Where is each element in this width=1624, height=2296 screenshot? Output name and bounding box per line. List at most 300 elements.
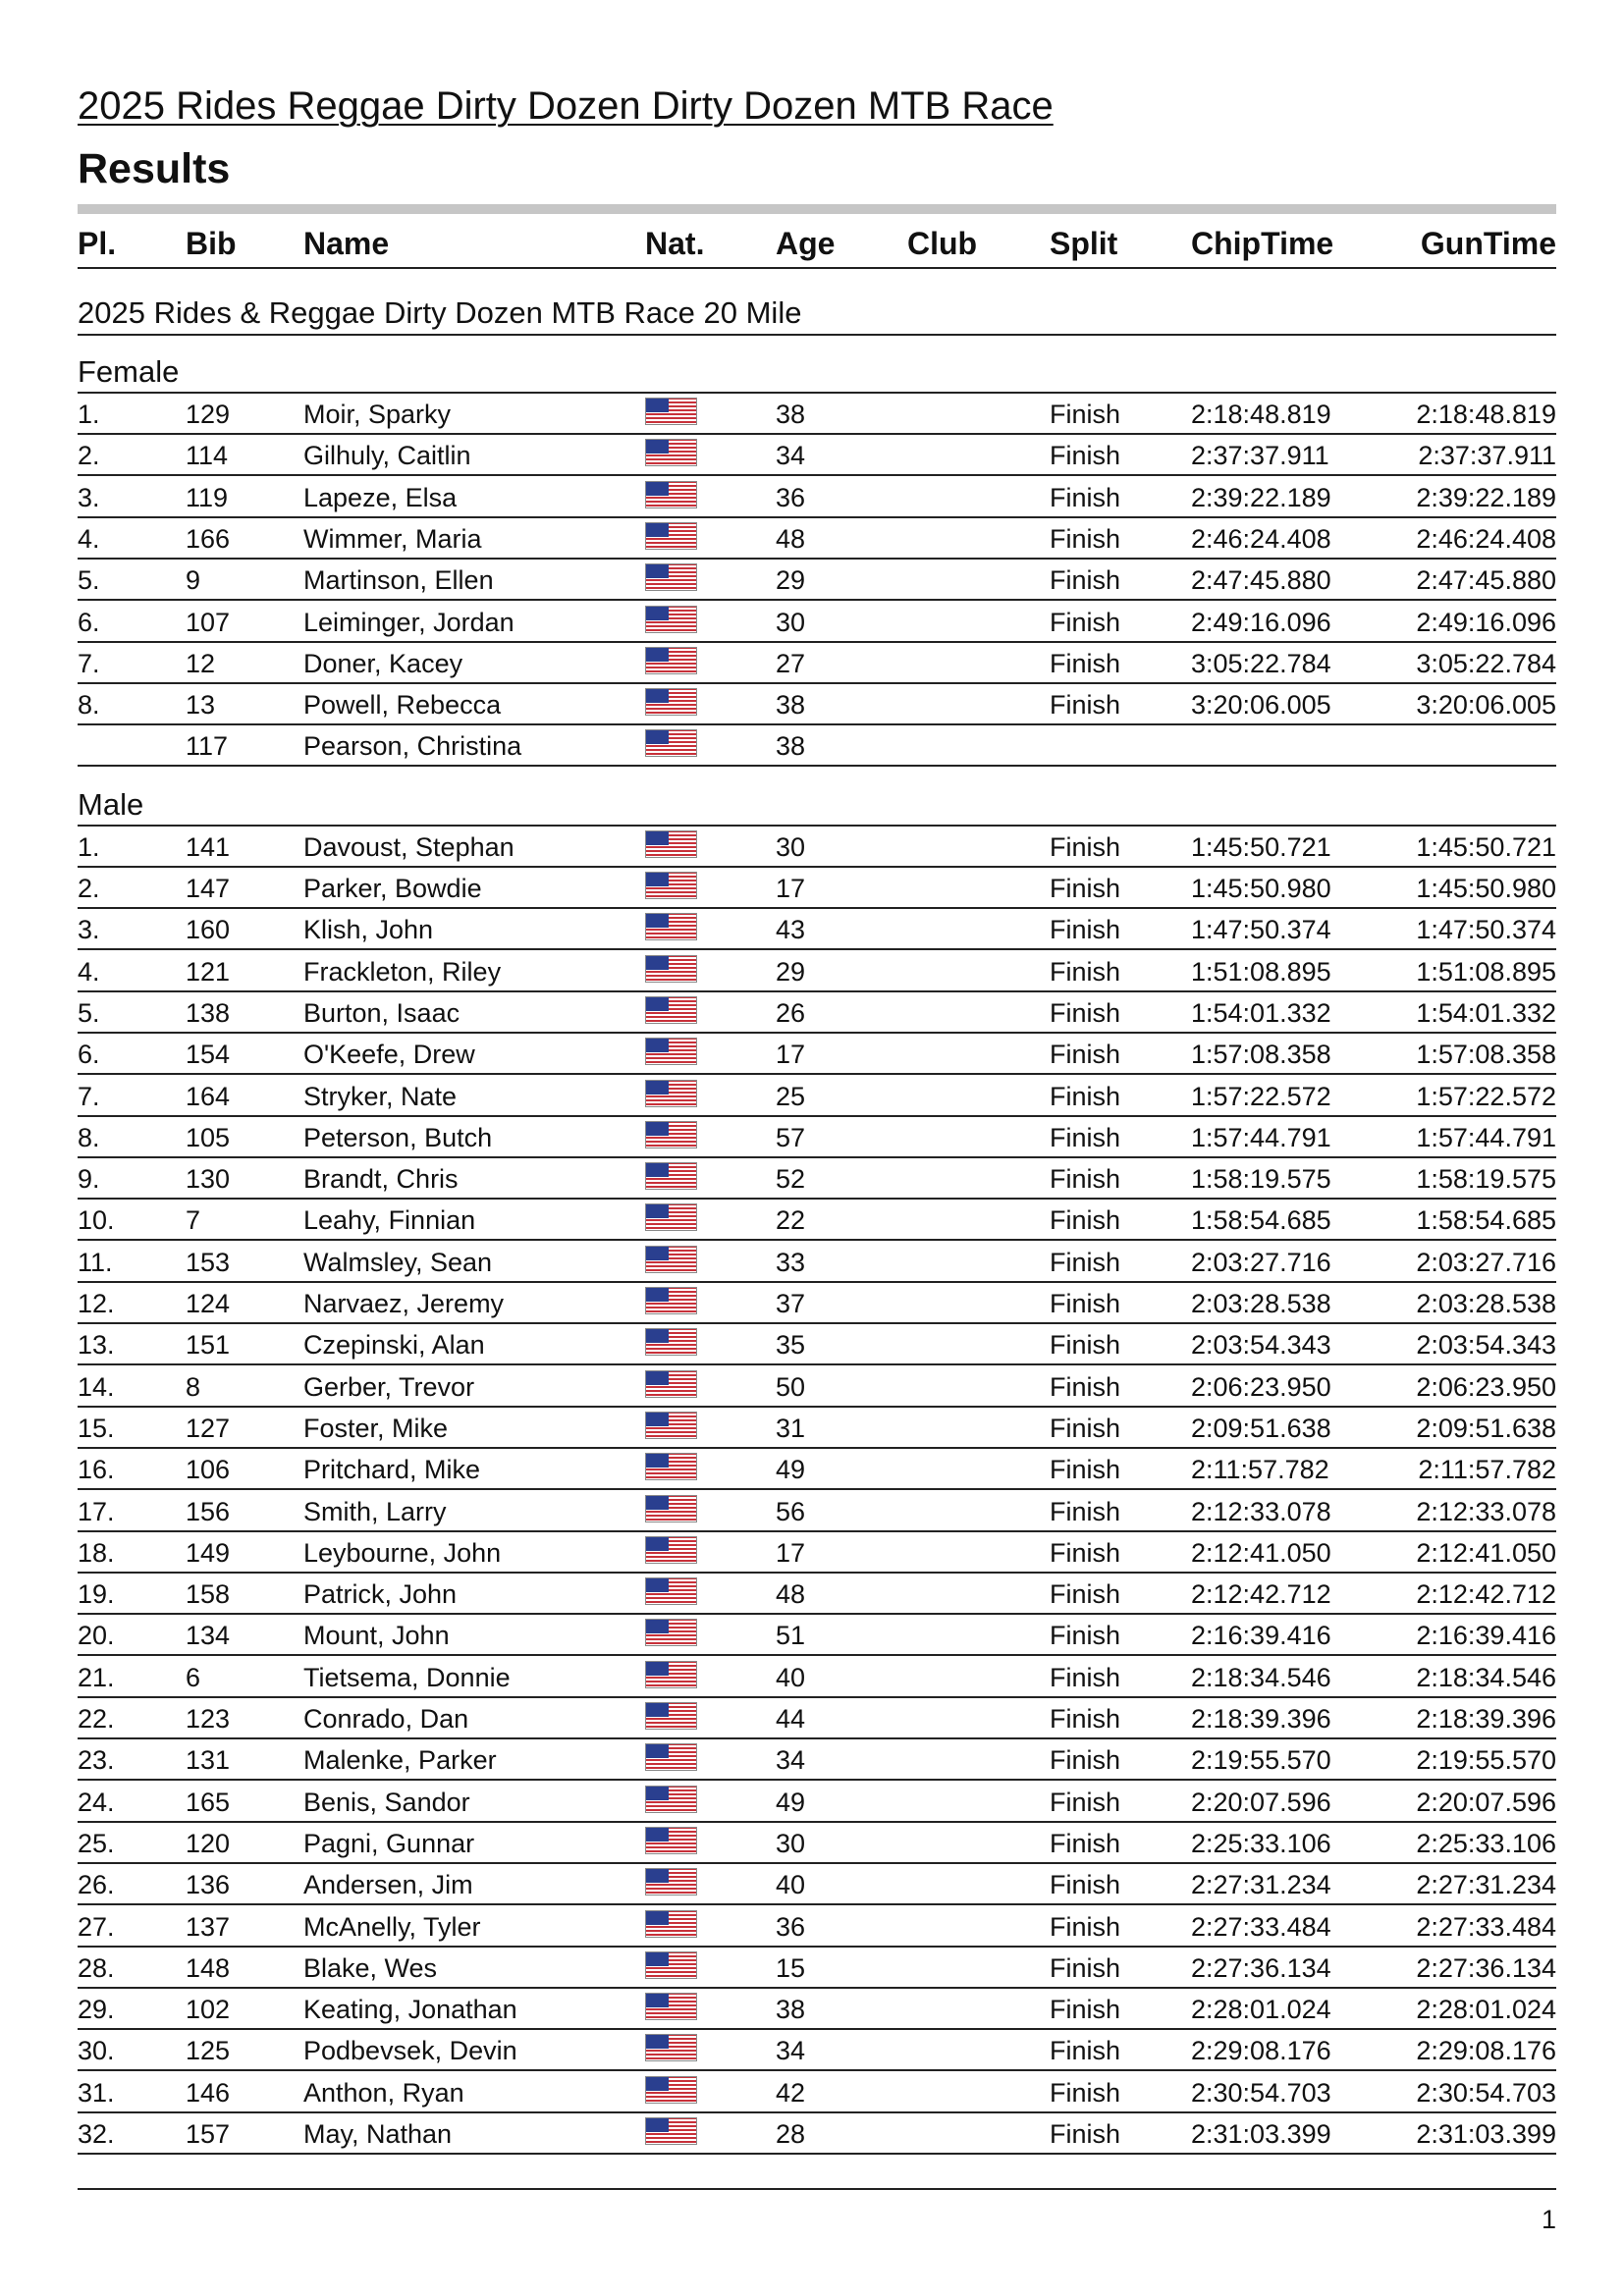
- us-flag-icon: [645, 1536, 697, 1564]
- age-cell: 30: [776, 607, 806, 637]
- split-cell: Finish: [1050, 1952, 1121, 1983]
- result-row: [78, 1948, 1556, 1989]
- guntime-cell: 1:54:01.332: [1416, 997, 1556, 1028]
- col-bib: Bib: [186, 226, 237, 261]
- us-flag-icon: [645, 1619, 697, 1646]
- us-flag-icon: [645, 1910, 697, 1938]
- chiptime-cell: 2:06:23.950: [1191, 1371, 1331, 1402]
- us-flag-icon: [645, 439, 697, 466]
- place-cell: 9.: [78, 1164, 100, 1195]
- guntime-cell: 3:20:06.005: [1416, 690, 1556, 721]
- chiptime-cell: 2:03:54.343: [1191, 1330, 1331, 1361]
- split-cell: Finish: [1050, 1537, 1121, 1568]
- result-row: [78, 1491, 1556, 1532]
- result-row: [78, 868, 1556, 909]
- name-cell: Podbevsek, Devin: [303, 2036, 517, 2066]
- age-cell: 38: [776, 690, 806, 721]
- bib-cell: 138: [186, 997, 231, 1028]
- result-row: [78, 1324, 1556, 1365]
- bib-cell: 121: [186, 956, 231, 987]
- place-cell: 24.: [78, 1787, 115, 1817]
- chiptime-cell: 1:45:50.980: [1191, 874, 1331, 903]
- guntime-cell: 1:51:08.895: [1416, 956, 1556, 987]
- col-name: Name: [303, 226, 390, 261]
- place-cell: 10.: [78, 1205, 115, 1236]
- split-cell: Finish: [1050, 915, 1121, 945]
- chiptime-cell: 2:31:03.399: [1191, 2119, 1331, 2149]
- split-cell: Finish: [1050, 1122, 1121, 1152]
- chiptime-cell: 2:18:48.819: [1191, 400, 1331, 429]
- split-cell: Finish: [1050, 1745, 1121, 1776]
- place-cell: 22.: [78, 1704, 115, 1734]
- result-row: [78, 643, 1556, 684]
- chiptime-cell: 3:20:06.005: [1191, 690, 1331, 721]
- split-cell: Finish: [1050, 648, 1121, 678]
- chiptime-cell: 1:51:08.895: [1191, 956, 1331, 987]
- chiptime-cell: 1:54:01.332: [1191, 997, 1331, 1028]
- guntime-cell: 2:18:39.396: [1416, 1704, 1556, 1734]
- name-cell: Lapeze, Elsa: [303, 482, 458, 512]
- bib-cell: 158: [186, 1579, 231, 1610]
- bib-cell: 106: [186, 1455, 231, 1485]
- us-flag-icon: [645, 522, 697, 550]
- guntime-cell: 1:58:54.685: [1416, 1205, 1556, 1236]
- footer-divider: [78, 2188, 1556, 2190]
- age-cell: 30: [776, 1828, 806, 1858]
- place-cell: 18.: [78, 1537, 115, 1568]
- chiptime-cell: 2:11:57.782: [1191, 1455, 1329, 1485]
- result-row: [78, 1283, 1556, 1324]
- age-cell: 51: [776, 1621, 806, 1651]
- chiptime-cell: 2:12:41.050: [1191, 1537, 1331, 1568]
- name-cell: Martinson, Ellen: [303, 565, 494, 596]
- place-cell: 3.: [78, 482, 100, 512]
- age-cell: 33: [776, 1247, 806, 1277]
- result-row: [78, 1657, 1556, 1698]
- chiptime-cell: 1:58:54.685: [1191, 1205, 1331, 1236]
- guntime-cell: 2:27:36.134: [1416, 1952, 1556, 1983]
- age-cell: 49: [776, 1455, 806, 1485]
- split-cell: Finish: [1050, 1870, 1121, 1900]
- us-flag-icon: [645, 955, 697, 983]
- split-cell: Finish: [1050, 997, 1121, 1028]
- us-flag-icon: [645, 1577, 697, 1605]
- guntime-cell: 2:12:42.712: [1416, 1579, 1556, 1610]
- guntime-cell: 2:20:07.596: [1416, 1787, 1556, 1817]
- chiptime-cell: 2:49:16.096: [1191, 607, 1331, 637]
- bib-cell: 157: [186, 2119, 231, 2149]
- chiptime-cell: 2:18:34.546: [1191, 1662, 1331, 1692]
- age-cell: 36: [776, 482, 806, 512]
- us-flag-icon: [645, 1786, 697, 1813]
- place-cell: 4.: [78, 956, 100, 987]
- result-row: [78, 1574, 1556, 1615]
- age-cell: 38: [776, 731, 806, 762]
- us-flag-icon: [645, 1287, 697, 1314]
- name-cell: Powell, Rebecca: [303, 690, 502, 721]
- place-cell: 2.: [78, 441, 100, 471]
- bib-cell: 156: [186, 1496, 231, 1526]
- us-flag-icon: [645, 1827, 697, 1854]
- guntime-cell: 3:05:22.784: [1416, 648, 1556, 678]
- name-cell: Anthon, Ryan: [303, 2077, 464, 2108]
- age-cell: 22: [776, 1205, 806, 1236]
- bib-cell: 164: [186, 1081, 231, 1111]
- col-club: Club: [907, 226, 978, 261]
- us-flag-icon: [645, 1412, 697, 1439]
- split-cell: Finish: [1050, 2036, 1121, 2066]
- split-cell: Finish: [1050, 400, 1121, 429]
- chiptime-cell: 2:16:39.416: [1191, 1621, 1331, 1651]
- guntime-cell: 2:30:54.703: [1416, 2077, 1556, 2108]
- name-cell: Parker, Bowdie: [303, 874, 482, 903]
- place-cell: 5.: [78, 565, 100, 596]
- result-row: [78, 560, 1556, 601]
- place-cell: 6.: [78, 607, 100, 637]
- age-cell: 29: [776, 956, 806, 987]
- bib-cell: 7: [186, 1205, 201, 1236]
- result-row: [78, 1615, 1556, 1656]
- place-cell: 19.: [78, 1579, 115, 1610]
- chiptime-cell: 2:19:55.570: [1191, 1745, 1331, 1776]
- result-row: [78, 435, 1556, 476]
- name-cell: Brandt, Chris: [303, 1164, 459, 1195]
- bib-cell: 166: [186, 523, 231, 554]
- place-cell: 23.: [78, 1745, 115, 1776]
- race-title: 2025 Rides & Reggae Dirty Dozen MTB Race 20 Mile: [78, 293, 1556, 336]
- us-flag-icon: [645, 647, 697, 674]
- place-cell: 29.: [78, 1995, 115, 2025]
- split-cell: Finish: [1050, 956, 1121, 987]
- bib-cell: 130: [186, 1164, 231, 1195]
- bib-cell: 9: [186, 565, 201, 596]
- age-cell: 37: [776, 1289, 806, 1318]
- age-cell: 57: [776, 1122, 806, 1152]
- place-cell: 31.: [78, 2077, 115, 2108]
- result-row: [78, 684, 1556, 725]
- name-cell: Davoust, Stephan: [303, 831, 514, 862]
- split-cell: Finish: [1050, 607, 1121, 637]
- split-cell: Finish: [1050, 1081, 1121, 1111]
- guntime-cell: 1:57:44.791: [1416, 1122, 1556, 1152]
- place-cell: 7.: [78, 1081, 100, 1111]
- bib-cell: 141: [186, 831, 231, 862]
- chiptime-cell: 1:57:22.572: [1191, 1081, 1331, 1111]
- split-cell: Finish: [1050, 2119, 1121, 2149]
- name-cell: Andersen, Jim: [303, 1870, 473, 1900]
- us-flag-icon: [645, 1993, 697, 2020]
- bib-cell: 119: [186, 482, 229, 512]
- age-cell: 17: [776, 874, 806, 903]
- place-cell: 25.: [78, 1828, 115, 1858]
- place-cell: 32.: [78, 2119, 115, 2149]
- split-cell: Finish: [1050, 1247, 1121, 1277]
- chiptime-cell: 1:45:50.721: [1191, 831, 1331, 862]
- age-cell: 48: [776, 1579, 806, 1610]
- place-cell: 4.: [78, 523, 100, 554]
- us-flag-icon: [645, 398, 697, 425]
- guntime-cell: 2:46:24.408: [1416, 523, 1556, 554]
- name-cell: Mount, John: [303, 1621, 450, 1651]
- place-cell: 6.: [78, 1040, 100, 1070]
- result-row: [78, 1698, 1556, 1739]
- name-cell: Peterson, Butch: [303, 1122, 493, 1152]
- result-row: [78, 1906, 1556, 1948]
- guntime-cell: 2:27:33.484: [1416, 1911, 1556, 1942]
- bib-cell: 151: [186, 1330, 231, 1361]
- us-flag-icon: [645, 830, 697, 858]
- col-place: Pl.: [78, 226, 117, 261]
- us-flag-icon: [645, 913, 697, 940]
- place-cell: 17.: [78, 1496, 115, 1526]
- result-row: [78, 1366, 1556, 1408]
- age-cell: 40: [776, 1870, 806, 1900]
- bib-cell: 137: [186, 1911, 231, 1942]
- bib-cell: 13: [186, 690, 216, 721]
- bib-cell: 8: [186, 1371, 201, 1402]
- name-cell: Stryker, Nate: [303, 1081, 458, 1111]
- place-cell: 21.: [78, 1662, 115, 1692]
- us-flag-icon: [645, 1743, 697, 1771]
- name-cell: Czepinski, Alan: [303, 1330, 485, 1361]
- chiptime-cell: 2:27:31.234: [1191, 1870, 1331, 1900]
- split-cell: Finish: [1050, 874, 1121, 903]
- bib-cell: 160: [186, 915, 231, 945]
- chiptime-cell: 2:39:22.189: [1191, 482, 1331, 512]
- guntime-cell: 2:18:48.819: [1416, 400, 1556, 429]
- name-cell: Leybourne, John: [303, 1537, 502, 1568]
- us-flag-icon: [645, 1495, 697, 1522]
- document-title: 2025 Rides Reggae Dirty Dozen Dirty Dozen MTB Race: [78, 84, 1054, 128]
- chiptime-cell: 2:30:54.703: [1191, 2077, 1331, 2108]
- us-flag-icon: [645, 1038, 697, 1065]
- guntime-cell: 2:28:01.024: [1416, 1995, 1556, 2025]
- chiptime-cell: 2:47:45.880: [1191, 565, 1331, 596]
- us-flag-icon: [645, 1328, 697, 1356]
- name-cell: Conrado, Dan: [303, 1704, 469, 1734]
- result-row: [78, 602, 1556, 643]
- chiptime-cell: 1:57:44.791: [1191, 1122, 1331, 1152]
- bib-cell: 12: [186, 648, 216, 678]
- split-cell: Finish: [1050, 1787, 1121, 1817]
- chiptime-cell: 2:18:39.396: [1191, 1704, 1331, 1734]
- place-cell: 3.: [78, 915, 100, 945]
- place-cell: 13.: [78, 1330, 115, 1361]
- age-cell: 48: [776, 523, 806, 554]
- guntime-cell: 2:25:33.106: [1416, 1828, 1556, 1858]
- us-flag-icon: [645, 688, 697, 716]
- age-cell: 30: [776, 831, 806, 862]
- guntime-cell: 2:18:34.546: [1416, 1662, 1556, 1692]
- place-cell: 16.: [78, 1455, 115, 1485]
- age-cell: 42: [776, 2077, 806, 2108]
- result-row: [78, 951, 1556, 992]
- split-cell: Finish: [1050, 1828, 1121, 1858]
- bib-cell: 154: [186, 1040, 231, 1070]
- guntime-cell: 1:45:50.980: [1416, 874, 1556, 903]
- chiptime-cell: 2:27:36.134: [1191, 1952, 1331, 1983]
- us-flag-icon: [645, 2117, 697, 2145]
- result-row: [78, 1532, 1556, 1574]
- bib-cell: 153: [186, 1247, 231, 1277]
- us-flag-icon: [645, 1951, 697, 1979]
- us-flag-icon: [645, 2034, 697, 2061]
- result-row: [78, 2113, 1556, 2155]
- chiptime-cell: 2:20:07.596: [1191, 1787, 1331, 1817]
- guntime-cell: 2:27:31.234: [1416, 1870, 1556, 1900]
- split-cell: Finish: [1050, 2077, 1121, 2108]
- bib-cell: 134: [186, 1621, 231, 1651]
- result-row: [78, 1739, 1556, 1781]
- guntime-cell: 2:29:08.176: [1416, 2036, 1556, 2066]
- name-cell: Benis, Sandor: [303, 1787, 470, 1817]
- place-cell: 27.: [78, 1911, 115, 1942]
- split-cell: Finish: [1050, 1205, 1121, 1236]
- result-row: [78, 2072, 1556, 2113]
- bib-cell: 147: [186, 874, 231, 903]
- result-row: [78, 1242, 1556, 1283]
- split-cell: Finish: [1050, 1621, 1121, 1651]
- guntime-cell: 1:47:50.374: [1416, 915, 1556, 945]
- bib-cell: 124: [186, 1289, 231, 1318]
- age-cell: 34: [776, 441, 806, 471]
- chiptime-cell: 2:29:08.176: [1191, 2036, 1331, 2066]
- us-flag-icon: [645, 1661, 697, 1688]
- chiptime-cell: 2:28:01.024: [1191, 1995, 1331, 2025]
- us-flag-icon: [645, 1203, 697, 1231]
- result-row: [78, 725, 1556, 767]
- result-row: [78, 1034, 1556, 1075]
- age-cell: 56: [776, 1496, 806, 1526]
- guntime-cell: 2:19:55.570: [1416, 1745, 1556, 1776]
- name-cell: Keating, Jonathan: [303, 1995, 517, 2025]
- age-cell: 49: [776, 1787, 806, 1817]
- bib-cell: 165: [186, 1787, 231, 1817]
- result-row: [78, 1117, 1556, 1158]
- age-cell: 25: [776, 1081, 806, 1111]
- split-cell: Finish: [1050, 1496, 1121, 1526]
- name-cell: Smith, Larry: [303, 1496, 447, 1526]
- chiptime-cell: 2:46:24.408: [1191, 523, 1331, 554]
- result-row: [78, 1989, 1556, 2030]
- group-heading: Male: [78, 785, 1556, 827]
- col-age: Age: [776, 226, 836, 261]
- place-cell: 1.: [78, 400, 100, 429]
- chiptime-cell: 1:57:08.358: [1191, 1040, 1331, 1070]
- bib-cell: 120: [186, 1828, 231, 1858]
- us-flag-icon: [645, 872, 697, 899]
- bib-cell: 146: [186, 2077, 231, 2108]
- us-flag-icon: [645, 1453, 697, 1480]
- result-row: [78, 1076, 1556, 1117]
- name-cell: Pearson, Christina: [303, 731, 522, 762]
- name-cell: Narvaez, Jeremy: [303, 1289, 505, 1318]
- age-cell: 26: [776, 997, 806, 1028]
- guntime-cell: 2:49:16.096: [1416, 607, 1556, 637]
- chiptime-cell: 3:05:22.784: [1191, 648, 1331, 678]
- name-cell: Pagni, Gunnar: [303, 1828, 475, 1858]
- chiptime-cell: 2:03:28.538: [1191, 1289, 1331, 1318]
- split-cell: Finish: [1050, 1289, 1121, 1318]
- name-cell: Pritchard, Mike: [303, 1455, 481, 1485]
- name-cell: Blake, Wes: [303, 1952, 438, 1983]
- guntime-cell: 2:39:22.189: [1416, 482, 1556, 512]
- chiptime-cell: 1:47:50.374: [1191, 915, 1331, 945]
- age-cell: 35: [776, 1330, 806, 1361]
- name-cell: Malenke, Parker: [303, 1745, 497, 1776]
- guntime-cell: 2:03:54.343: [1416, 1330, 1556, 1361]
- col-split: Split: [1050, 226, 1118, 261]
- result-row: [78, 1782, 1556, 1823]
- name-cell: Frackleton, Riley: [303, 956, 502, 987]
- guntime-cell: 2:31:03.399: [1416, 2119, 1556, 2149]
- guntime-cell: 2:03:27.716: [1416, 1247, 1556, 1277]
- split-cell: Finish: [1050, 1164, 1121, 1195]
- age-cell: 52: [776, 1164, 806, 1195]
- place-cell: 5.: [78, 997, 100, 1028]
- split-cell: Finish: [1050, 1911, 1121, 1942]
- place-cell: 8.: [78, 1122, 100, 1152]
- split-cell: Finish: [1050, 1579, 1121, 1610]
- bib-cell: 149: [186, 1537, 231, 1568]
- age-cell: 44: [776, 1704, 806, 1734]
- us-flag-icon: [645, 606, 697, 633]
- split-cell: Finish: [1050, 1330, 1121, 1361]
- place-cell: 14.: [78, 1371, 115, 1402]
- place-cell: 28.: [78, 1952, 115, 1983]
- name-cell: Gilhuly, Caitlin: [303, 441, 471, 471]
- bib-cell: 125: [186, 2036, 231, 2066]
- group-heading: Female: [78, 352, 1556, 394]
- chiptime-cell: 2:03:27.716: [1191, 1247, 1331, 1277]
- bib-cell: 127: [186, 1413, 231, 1443]
- col-nat: Nat.: [645, 226, 705, 261]
- age-cell: 17: [776, 1040, 806, 1070]
- col-guntime: GunTime: [1420, 226, 1556, 261]
- result-row: [78, 1200, 1556, 1241]
- chiptime-cell: 2:12:42.712: [1191, 1579, 1331, 1610]
- name-cell: Tietsema, Donnie: [303, 1662, 511, 1692]
- bib-cell: 107: [186, 607, 231, 637]
- result-row: [78, 2030, 1556, 2071]
- name-cell: Klish, John: [303, 915, 434, 945]
- place-cell: 20.: [78, 1621, 115, 1651]
- page-number: 1: [1541, 2205, 1556, 2234]
- chiptime-cell: 2:25:33.106: [1191, 1828, 1331, 1858]
- guntime-cell: 2:47:45.880: [1416, 565, 1556, 596]
- split-cell: Finish: [1050, 1371, 1121, 1402]
- split-cell: Finish: [1050, 441, 1121, 471]
- split-cell: Finish: [1050, 1704, 1121, 1734]
- place-cell: 30.: [78, 2036, 115, 2066]
- place-cell: 11.: [78, 1247, 113, 1277]
- age-cell: 38: [776, 400, 806, 429]
- result-row: [78, 992, 1556, 1034]
- bib-cell: 102: [186, 1995, 231, 2025]
- name-cell: Walmsley, Sean: [303, 1247, 493, 1277]
- result-row: [78, 394, 1556, 435]
- guntime-cell: 2:09:51.638: [1416, 1413, 1556, 1443]
- name-cell: Burton, Isaac: [303, 997, 460, 1028]
- guntime-cell: 2:16:39.416: [1416, 1621, 1556, 1651]
- age-cell: 15: [776, 1952, 806, 1983]
- us-flag-icon: [645, 1702, 697, 1730]
- age-cell: 34: [776, 1745, 806, 1776]
- split-cell: Finish: [1050, 1040, 1121, 1070]
- age-cell: 17: [776, 1537, 806, 1568]
- place-cell: 26.: [78, 1870, 115, 1900]
- us-flag-icon: [645, 1868, 697, 1896]
